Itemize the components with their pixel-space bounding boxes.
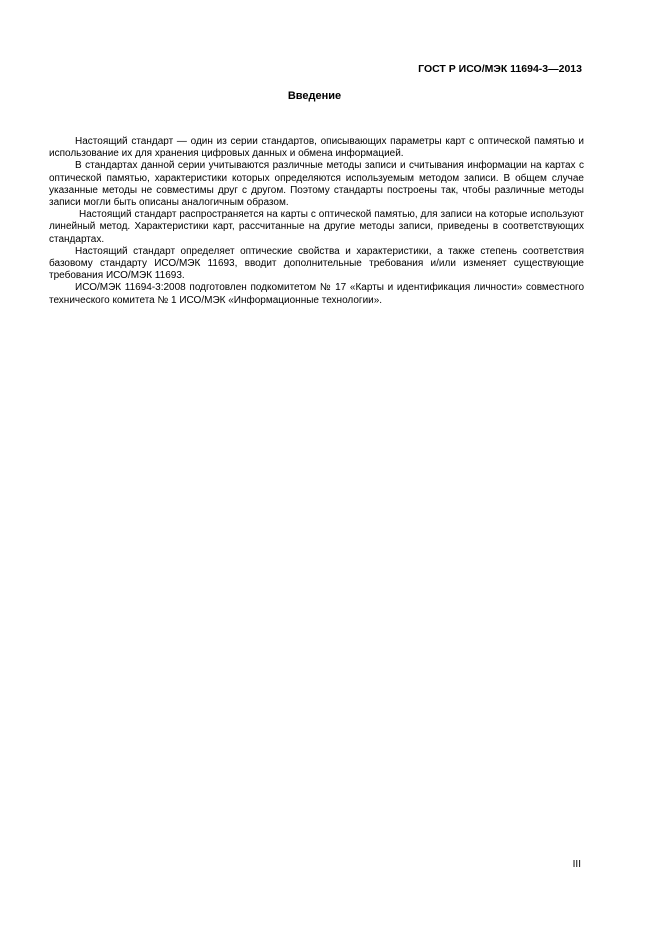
page-number: III <box>572 859 581 870</box>
paragraph-5: ИСО/МЭК 11694-3:2008 подготовлен подкомитетом № 17 «Карты и идентификация личности» совместного технического комитета № 1 ИСО/МЭК «Информационные технологии». <box>49 282 584 306</box>
paragraph-3: Настоящий стандарт распространяется на карты с оптической памятью, для записи на которые используют линейный метод. Характеристики карт, рассчитанные на другие методы записи, приведены в соответствующих стандартах. <box>49 209 584 245</box>
document-id-header: ГОСТ Р ИСО/МЭК 11694-3—2013 <box>418 63 582 75</box>
section-title <box>0 90 661 102</box>
paragraph-2: В стандартах данной серии учитываются различные методы записи и считывания информации на картах с оптической памятью, характеристики которых определяются используемым методом записи. В общем случае указанные методы не совместимы друг с другом. Поэтому стандарты построены так, чтобы различные методы записи могли быть описаны аналогичным образом. <box>49 160 584 209</box>
paragraph-1: Настоящий стандарт — один из серии стандартов, описывающих параметры карт с оптической памятью и использование их для хранения цифровых данных и обмена информацией. <box>49 136 584 160</box>
introduction-body <box>49 136 584 307</box>
paragraph-4: Настоящий стандарт определяет оптические свойства и характеристики, а также степень соответствия базовому стандарту ИСО/МЭК 11693, вводит дополнительные требования и/или изменяет существующие требования ИСО/МЭК 11693. <box>49 245 584 282</box>
section-title-text: Введение <box>287 90 342 102</box>
